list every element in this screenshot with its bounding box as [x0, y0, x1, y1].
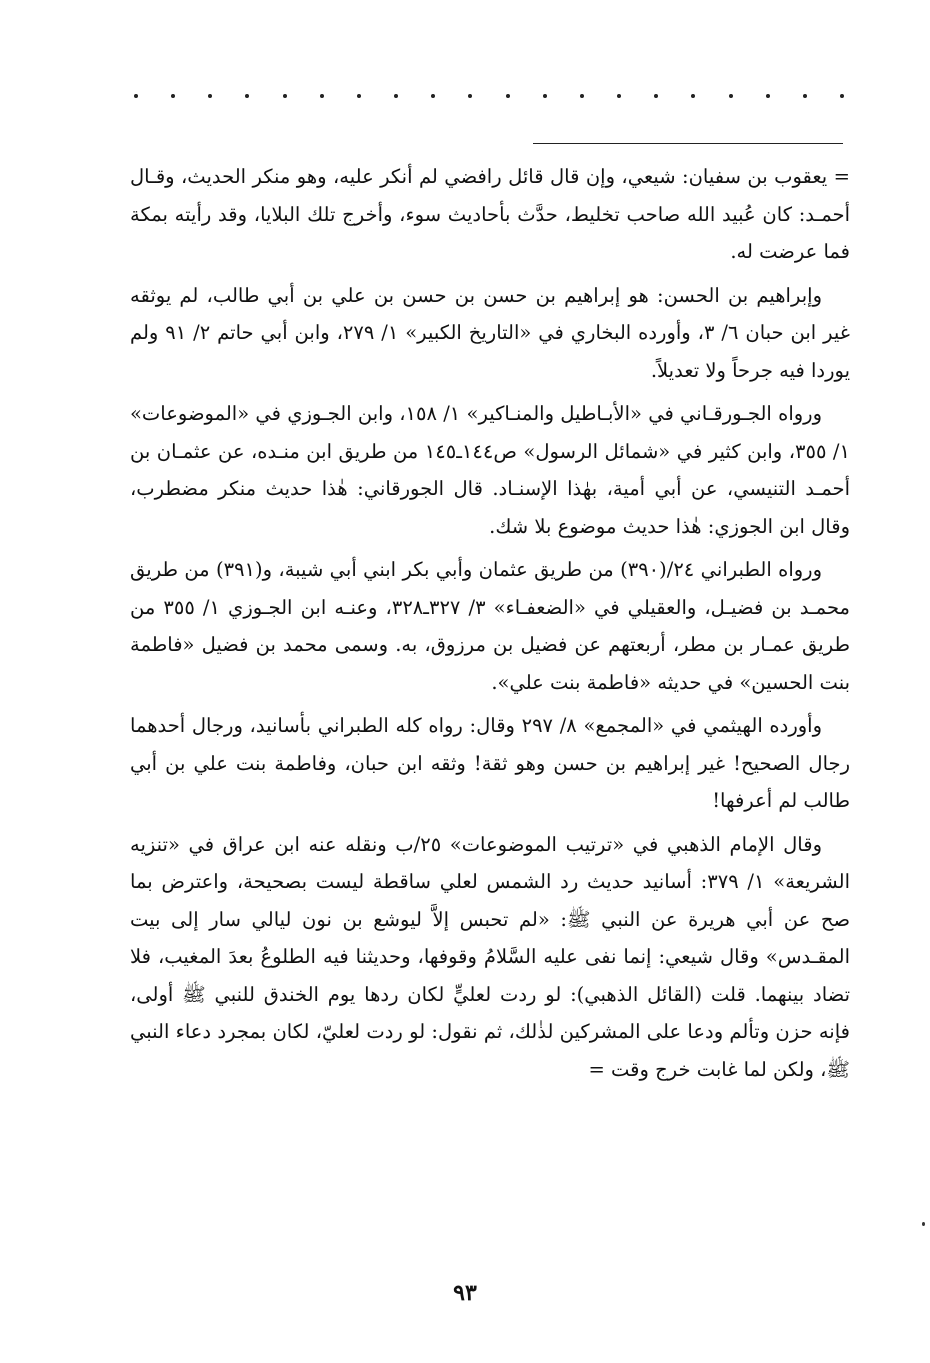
- paragraph-haythami-majma: وأورده الهيثمي في «المجمع» ٨/ ٢٩٧ وقال: رواه كله الطبراني بأسانيد، ورجال أحدهما رجال الصحيح! غير إبراهيم بن حسن وهو ثقة! وثقه ابن حبان، وفاطمة بنت علي بن أبي طالب لم أعرفها!: [130, 714, 850, 812]
- paragraph-dhahabi-commentary: وقال الإمام الذهبي في «ترتيب الموضوعات» ٢٥/ب ونقله عنه ابن عراق في «تنزيه الشريعة» ١/ ٣٧٩: أسانيد حديث رد الشمس لعلي ساقطة ليست بصحيحة، واعترض بما صح عن أبي هريرة عن النبي ﷺ: «لم تحبس إلاَّ ليوشع بن نون ليالي سار إلى بيت المقـدس» وقال شيعي: إنما نفى عليه السَّلامُ وقوفها، وحديثنا فيه الطلوعُ بعدَ المغيب، فلا تضاد بينهما. قلت (القائل الذهبي): لو ردت لعليٍّ لكان ردها يوم الخندق للنبي ﷺ أولى، فإنه حزن وتألم ودعا على المشركين لذٰلك، ثم نقول: لو ردت لعليّ، لكان بمجرد دعاء النبي ﷺ، ولكن لما غابت خرج وقت =: [130, 832, 850, 1081]
- footnote-text-body: [130, 158, 850, 1094]
- header-dot-leader: [134, 94, 844, 106]
- paragraph-yaqub-ibn-sufyan: = يعقوب بن سفيان: شيعي، وإن قال قائل رافضي لم أنكر عليه، وهو منكر الحديث، وقـال أحمـد: كان عُبيد الله صاحب تخليط، حدَّث بأحاديث سوء، وأخرج تلك البلايا، وقد رأيته بمكة فما عرضت له.: [130, 165, 850, 263]
- dot: [468, 94, 472, 98]
- dot: [283, 94, 287, 98]
- dot: [691, 94, 695, 98]
- dot: [840, 94, 844, 98]
- dot: [543, 94, 547, 98]
- dot: [580, 94, 584, 98]
- paragraph-tabarani-narration: ورواه الطبراني ٢٤/(٣٩٠) من طريق عثمان وأبي بكر ابني أبي شيبة، و(٣٩١) من طريق محمـد بن فضيـل، والعقيلي في «الضعفـاء» ٣/ ٣٢٧ـ٣٢٨، وعنـه ابن الجـوزي ١/ ٣٥٥ من طريق عمـار بن مطر، أربعتهم عن فضيل بن مرزوق، به. وسمى محمد بن فضيل «فاطمة بنت الحسين» في حديثه «فاطمة بنت علي».: [130, 558, 850, 694]
- dot: [394, 94, 398, 98]
- paragraph-ibrahim-ibn-al-hasan: وإبراهيم بن الحسن: هو إبراهيم بن حسن بن حسن بن علي بن أبي طالب، لم يوثقه غير ابن حبان ٦/ ٣، وأورده البخاري في «التاريخ الكبير» ١/ ٢٧٩، وابن أبي حاتم ٢/ ٩١ ولم يوردا فيه جرحاً ولا تعديلاً.: [130, 283, 850, 382]
- dot: [506, 94, 510, 98]
- dot: [320, 94, 324, 98]
- dot: [208, 94, 212, 98]
- dot: [654, 94, 658, 98]
- dot: [431, 94, 435, 98]
- dot: [171, 94, 175, 98]
- dot: [245, 94, 249, 98]
- page-number: ٩٣: [453, 1280, 477, 1306]
- dot: [617, 94, 621, 98]
- dot: [134, 94, 138, 98]
- dot: [729, 94, 733, 98]
- dot: [766, 94, 770, 98]
- dot: [803, 94, 807, 98]
- footnote-separator-rule: [533, 143, 843, 144]
- dot: [357, 94, 361, 98]
- scan-speck: [922, 1222, 925, 1226]
- paragraph-jawraqani-narration: ورواه الجـورقـاني في «الأبـاطيل والمنـاكير» ١/ ١٥٨، وابن الجـوزي في «الموضوعات» ١/ ٣٥٥، وابن كثير في «شمائل الرسول» ص١٤٤ـ١٤٥ من طريق ابن منـده، عن عثمـان بن أحمـد التنيسي، عن أبي أمية، بهٰذا الإسنـاد. قال الجورقاني: هٰذا حديث منكر مضطرب، وقال ابن الجوزي: هٰذا حديث موضوع بلا شك.: [130, 402, 850, 538]
